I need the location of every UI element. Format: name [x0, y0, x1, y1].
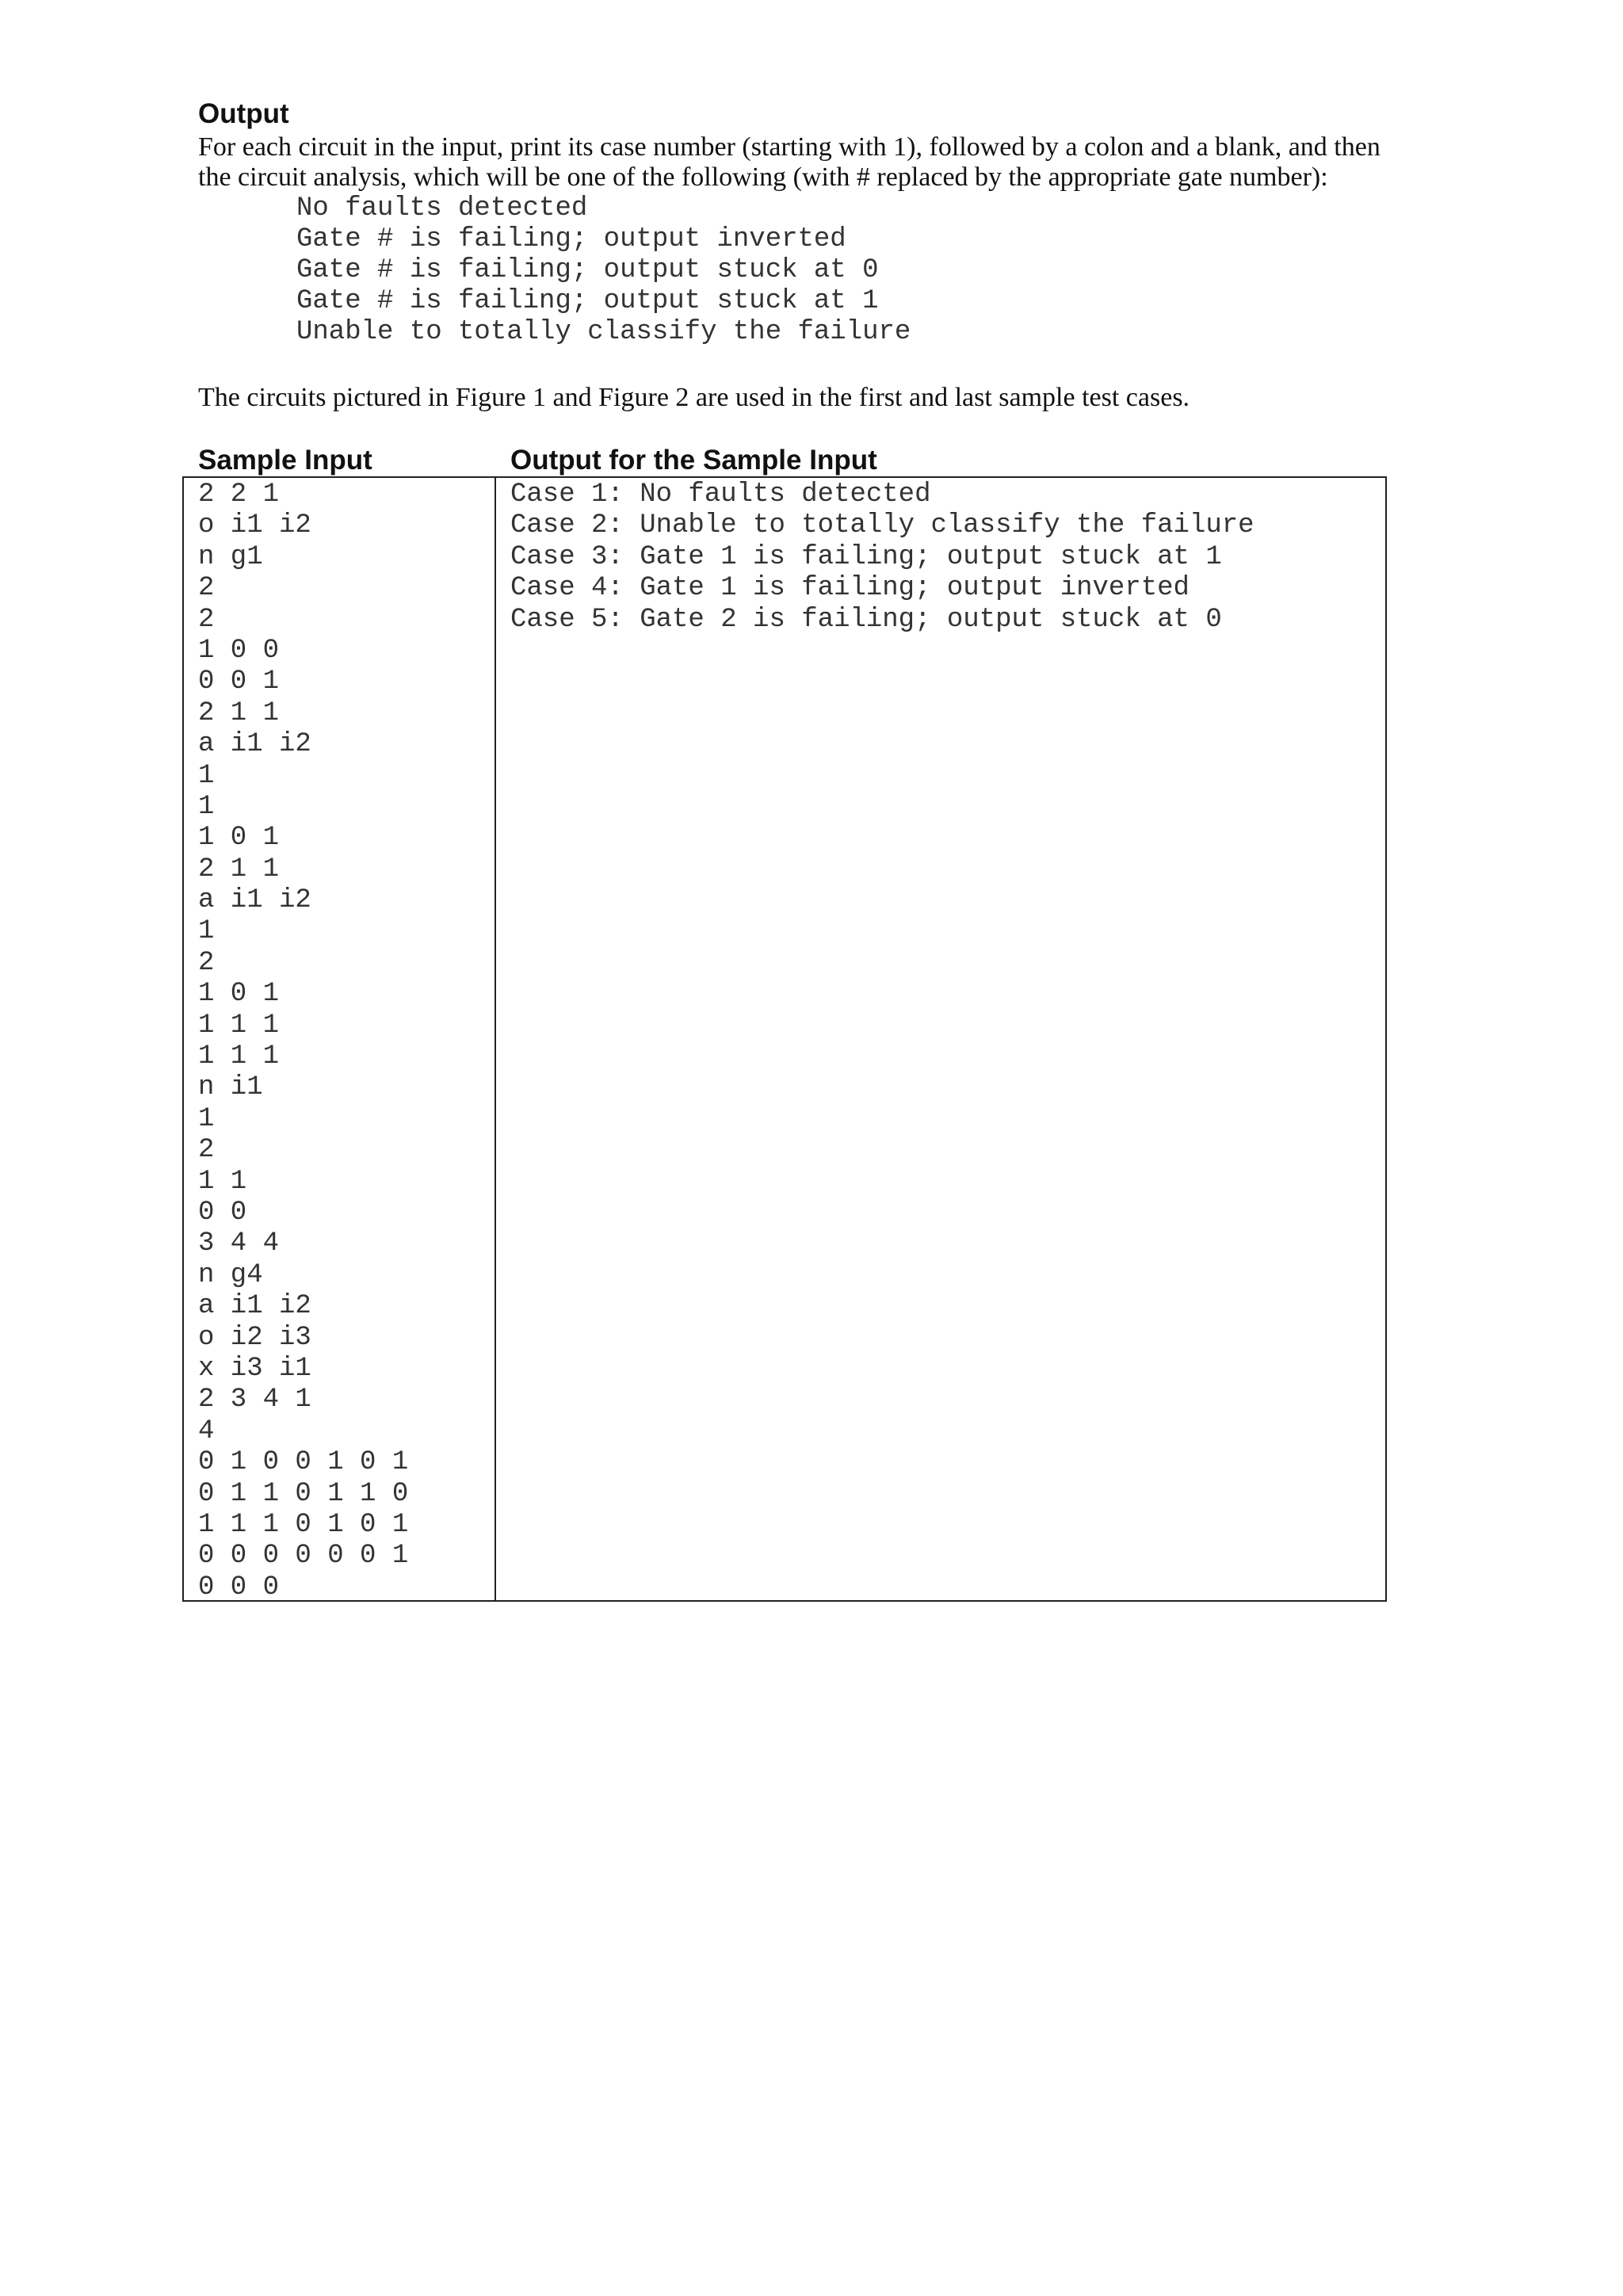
sample-input-line: 4: [198, 1415, 215, 1446]
sample-input-line: 2 1 1: [198, 697, 280, 728]
sample-input-line: 0 0 0 0 0 0 1: [198, 1541, 409, 1572]
sample-output-line: Case 3: Gate 1 is failing; output stuck at 1: [510, 541, 1222, 572]
sample-input-line: a i1 i2: [198, 729, 311, 760]
figures-note: The circuits pictured in Figure 1 and Figure 2 are used in the first and last sample test cases.: [198, 383, 1190, 412]
sample-input-line: 3 4 4: [198, 1228, 280, 1259]
output-section-heading: Output: [198, 98, 289, 129]
sample-input-line: x i3 i1: [198, 1353, 311, 1384]
sample-input-line: 1: [198, 1103, 215, 1134]
sample-input-line: 2: [198, 604, 215, 635]
sample-io-table: [182, 476, 1387, 1602]
sample-input-line: 2 2 1: [198, 479, 280, 510]
sample-input-line: 0 0: [198, 1197, 247, 1228]
sample-input-line: n g4: [198, 1259, 263, 1290]
sample-input-line: 2: [198, 1135, 215, 1166]
sample-input-heading: Sample Input: [198, 445, 372, 476]
sample-output-listing: [510, 479, 1254, 636]
output-description-line-2: the circuit analysis, which will be one of the following (with # replaced by the appropriate gate number):: [198, 162, 1328, 192]
sample-input-line: 1 0 0: [198, 635, 280, 666]
sample-input-line: 1 1: [198, 1166, 247, 1197]
sample-input-line: 1 0 1: [198, 979, 280, 1010]
sample-input-listing: [198, 479, 408, 1603]
sample-output-line: Case 4: Gate 1 is failing; output inverted: [510, 573, 1190, 604]
output-format-line: Gate # is failing; output inverted: [296, 224, 846, 254]
output-description-line-1: For each circuit in the input, print its case number (starting with 1), followed by a colon and a blank, and then: [198, 132, 1381, 162]
sample-input-line: 2: [198, 947, 215, 978]
sample-output-heading: Output for the Sample Input: [510, 445, 877, 476]
sample-input-line: n g1: [198, 541, 263, 572]
sample-input-line: 1 1 1: [198, 1041, 280, 1072]
sample-input-line: 1 0 1: [198, 823, 280, 854]
sample-input-line: 1: [198, 916, 215, 947]
output-format-line: Gate # is failing; output stuck at 0: [296, 255, 879, 285]
sample-input-line: 1: [198, 791, 215, 822]
sample-output-line: Case 1: No faults detected: [510, 479, 931, 510]
sample-output-line: Case 5: Gate 2 is failing; output stuck at 0: [510, 604, 1222, 635]
sample-input-line: n i1: [198, 1072, 263, 1103]
sample-input-line: 0 0 1: [198, 667, 280, 697]
sample-input-line: a i1 i2: [198, 1291, 311, 1322]
output-format-line: Unable to totally classify the failure: [296, 317, 911, 347]
sample-input-line: o i2 i3: [198, 1322, 311, 1353]
sample-input-line: 2: [198, 573, 215, 604]
sample-input-line: 1 1 1 0 1 0 1: [198, 1509, 409, 1540]
sample-input-line: 1 1 1: [198, 1010, 280, 1041]
output-format-line: No faults detected: [296, 193, 588, 223]
sample-input-line: o i1 i2: [198, 510, 311, 541]
sample-input-line: 1: [198, 760, 215, 791]
output-format-list: [296, 193, 911, 348]
column-divider: [495, 478, 496, 1600]
sample-input-line: 0 1 0 0 1 0 1: [198, 1447, 409, 1478]
sample-input-line: 0 0 0: [198, 1572, 280, 1603]
sample-input-line: a i1 i2: [198, 885, 311, 916]
output-format-line: Gate # is failing; output stuck at 1: [296, 286, 879, 316]
sample-output-line: Case 2: Unable to totally classify the failure: [510, 510, 1254, 541]
sample-input-line: 0 1 1 0 1 1 0: [198, 1478, 409, 1509]
sample-input-line: 2 3 4 1: [198, 1385, 311, 1415]
sample-input-line: 2 1 1: [198, 854, 280, 884]
